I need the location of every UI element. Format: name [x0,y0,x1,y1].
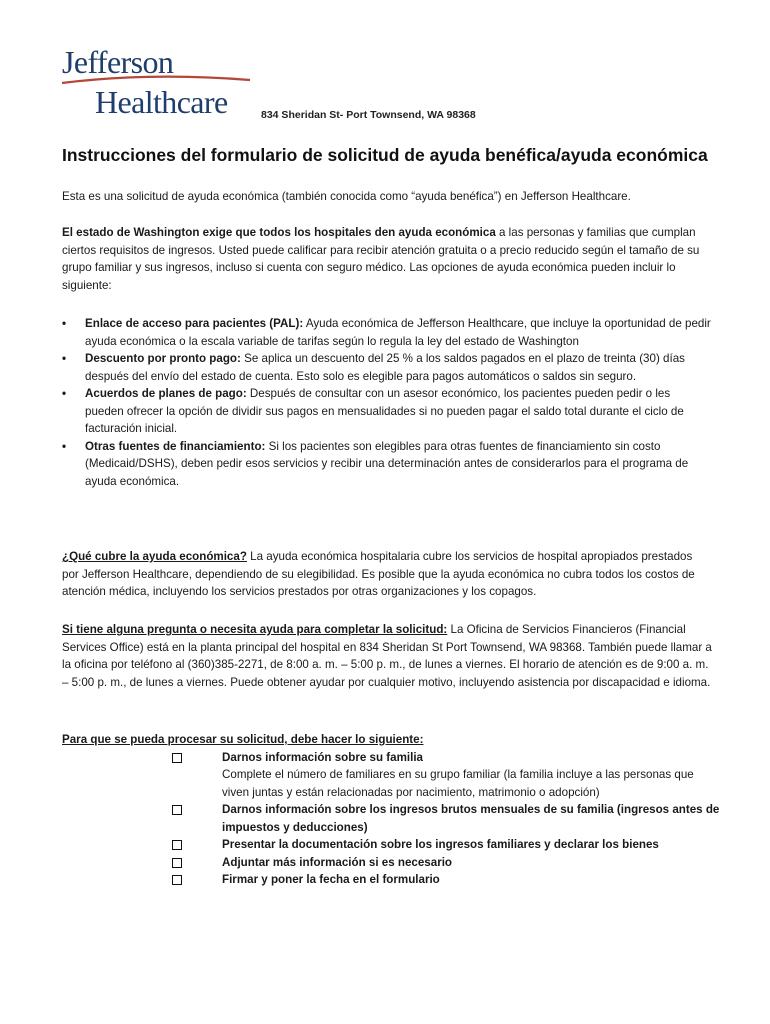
assistance-options-list [62,315,712,490]
checklist-item-label: Presentar la documentación sobre los ingresos familiares y declarar los bienes [222,838,659,851]
checklist-item-label: Darnos información sobre los ingresos brutos mensuales de su familia (ingresos antes de impuestos y deducciones) [222,803,720,834]
bullet-text: Si los pacientes son elegibles para otras fuentes de financiamiento sin costo (Medicaid/DSHS), deben pedir esos servicios y recibir una determinación antes de considerarlos para el programa de ayuda económica. [85,439,689,488]
checkbox-icon[interactable] [172,753,182,763]
washington-paragraph [62,224,712,294]
jefferson-healthcare-logo [60,44,260,124]
checkbox-icon[interactable] [172,875,182,885]
coverage-paragraph [62,548,712,601]
bullet-text: Después de consultar con un asesor económico, los pacientes pueden pedir o les pueden ofrecer la opción de dividir sus pagos en mensualidades si no pueden pagar el saldo total durante el ciclo de facturación inicial. [85,387,684,435]
page-title: Instrucciones del formulario de solicitud de ayuda benéfica/ayuda económica [62,145,708,165]
bullet-text: Se aplica un descuento del 25 % a los saldos pagados en el plazo de treinta (30) días después del envío del estado de cuenta. Esto solo es elegible para pagos automáticos o saldos sin seguro. [85,352,685,383]
bullet-heading: Descuento por pronto pago: [85,352,241,365]
washington-text: a las personas y familias que cumplan ciertos requisitos de ingresos. Usted puede calificar para recibir atención gratuita o a precio reducido según el tamaño de su grupo familiar y sus ingresos, incluso si cuenta con seguro médico. Las opciones de ayuda económica pueden incluir lo siguiente: [62,226,700,292]
bullet-heading: Enlace de acceso para pacientes (PAL): [85,317,304,330]
checklist-item-label: Darnos información sobre su familia [222,750,424,764]
questions-paragraph [62,621,712,691]
checkbox-icon[interactable] [172,858,182,868]
list-item [62,315,712,350]
logo-line-2: Healthcare [95,84,228,120]
checklist-item-label: Firmar y poner la fecha en el formulario [222,873,440,886]
bullet-text: Ayuda económica de Jefferson Healthcare, que incluye la oportunidad de pedir ayuda económica o la escala variable de tarifas según lo regula la ley del estado de Washington [85,317,711,348]
logo-line-1: Jefferson [62,44,174,80]
intro-paragraph: Esta es una solicitud de ayuda económica (también conocida como “ayuda benéfica”) en Jefferson Healthcare. [62,190,631,203]
checklist-item-label: Adjuntar más información si es necesario [222,855,453,869]
washington-bold: El estado de Washington exige que todos los hospitales den ayuda económica [62,226,496,239]
checklist-item [62,836,722,854]
checklist-item [62,854,722,872]
checklist-item [62,749,722,767]
checkbox-icon[interactable] [172,805,182,815]
list-item [62,438,712,491]
list-item [62,385,712,438]
questions-heading: Si tiene alguna pregunta o necesita ayuda para completar la solicitud: [62,623,448,636]
checklist-item-note: Complete el número de familiares en su grupo familiar (la familia incluye a las personas que viven juntas y están relacionadas por nacimiento, matrimonio o adopción) [222,768,694,799]
checklist-item [62,801,722,836]
bullet-heading: Otras fuentes de financiamiento: [85,439,266,453]
bullet-heading: Acuerdos de planes de pago: [85,387,247,400]
coverage-heading: ¿Qué cubre la ayuda económica? [62,550,247,563]
coverage-text: La ayuda económica hospitalaria cubre los servicios de hospital apropiados prestados por Jefferson Healthcare, dependiendo de su elegibilidad. Es posible que la ayuda económica no cubra todos los costos de atención médica, incluyendo los servicios prestados por otras organizaciones y los copagos. [62,550,695,598]
checklist-item [62,871,722,889]
checklist-heading: Para que se pueda procesar su solicitud, debe hacer lo siguiente: [62,733,424,746]
list-item [62,350,712,385]
questions-text: La Oficina de Servicios Financieros (Financial Services Office) está en la planta principal del hospital en 834 Sheridan St Port Townsend, WA 98368. También puede llamar a la oficina por teléfono al (360)385-2271, de 8:00 a. m. – 5:00 p. m., de lunes a viernes. El horario de atención es de 9:00 a. m. – 5:00 p. m., de lunes a viernes. Puede obtener ayudar por cualquier motivo, incluyendo asistencia por discapacidad e idioma. [62,623,712,689]
requirements-checklist [62,731,722,889]
checkbox-icon[interactable] [172,840,182,850]
hospital-address: 834 Sheridan St- Port Townsend, WA 98368 [261,109,476,121]
